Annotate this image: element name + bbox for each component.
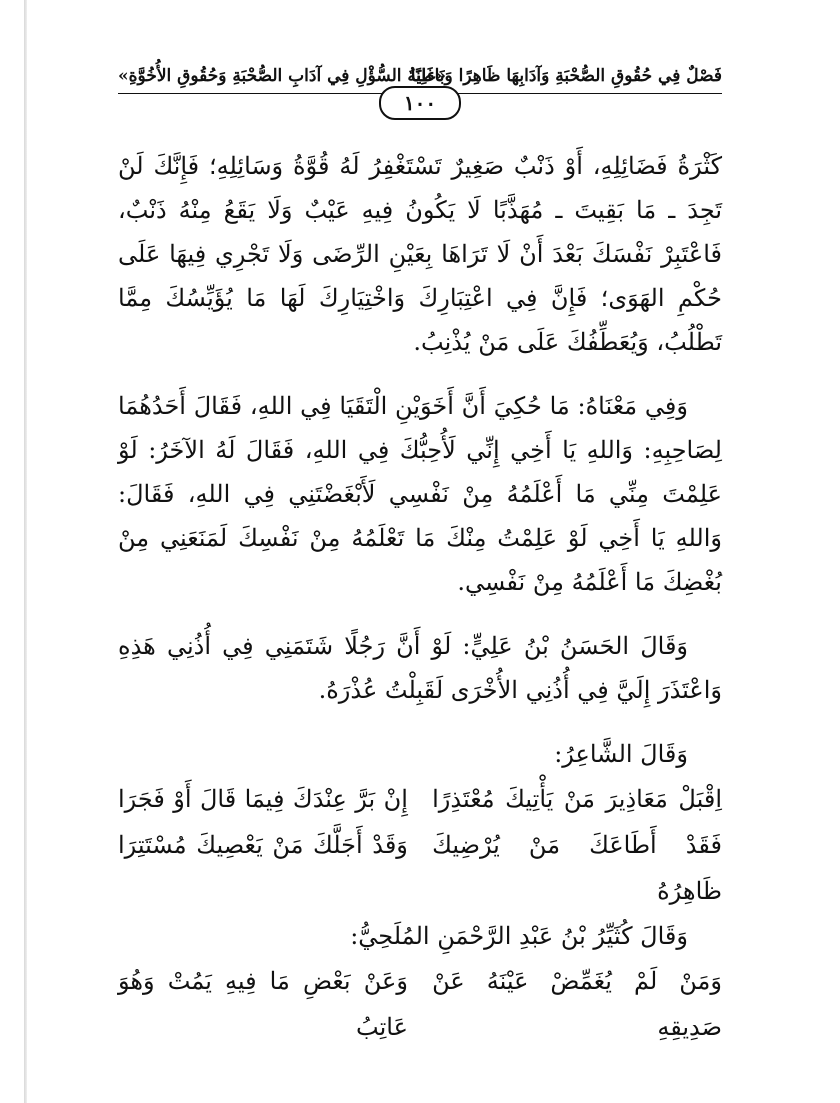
scan-edge [24,0,27,1103]
page-body [118,144,722,1050]
verse-first-hemistich: فَقَدْ أَطَاعَكَ مَنْ يُرْضِيكَ ظَاهِرُهُ [432,831,722,905]
verse-line [118,822,722,914]
verse-second-hemistich: إِنْ بَرَّ عِنْدَكَ فِيمَا قَالَ أَوْ فَجَرَا [118,785,408,813]
paragraph: وَفِي مَعْنَاهُ: مَا حُكِيَ أَنَّ أَخَوَيْنِ الْتَقَيَا فِي اللهِ، فَقَالَ أَحَدُهُمَا لِصَاحِبِهِ: وَاللهِ يَا أَخِي إِنِّي لَأُحِبُّكَ فِي اللهِ، فَقَالَ لَهُ الآخَرُ: لَوْ عَلِمْتَ مِنِّي مَا أَعْلَمُهُ مِنْ نَفْسِي لَأَبْغَضْتَنِي فِي اللهِ، فَقَالَ: وَاللهِ يَا أَخِي لَوْ عَلِمْتُ مِنْكَ مَا تَعْلَمُهُ مِنْ نَفْسِكَ لَمَنَعَنِي مِنْ بُغْضِكَ مَا أَعْلَمُهُ مِنْ نَفْسِي. [118,392,722,596]
poet-intro: وَقَالَ الشَّاعِرُ: [554,740,688,768]
book-title: «غَايَةُ السُّؤْلِ فِي آدَابِ الصُّحْبَةِ وَحُقُوقِ الأُخُوَّةِ» [118,66,446,86]
verse-second-hemistich: وَقَدْ أَجَلَّكَ مَنْ يَعْصِيكَ مُسْتَتِرَا [118,831,408,859]
verse-line [118,776,722,822]
page-number: ١٠٠ [379,86,461,120]
verse-first-hemistich: اِقْبَلْ مَعَاذِيرَ مَنْ يَأْتِيكَ مُعْتَذِرًا [432,785,722,813]
verse-line [118,958,722,1050]
poet-intro: وَقَالَ كُثَيِّرُ بْنُ عَبْدِ الرَّحْمَنِ المُلَحِيُّ: [350,922,688,950]
chapter-title: فَصْلٌ فِي حُقُوقِ الصُّحْبَةِ وَآدَابِهَا ظَاهِرًا وَبَاطِنًا [410,66,722,86]
verse-first-hemistich: وَمَنْ لَمْ يُغَمِّضْ عَيْنَهُ عَنْ صَدِيقِهِ [432,967,722,1041]
paragraph: كَثْرَةُ فَضَائِلِهِ، أَوْ ذَنْبٌ صَغِيرٌ تَسْتَغْفِرُ لَهُ قُوَّةُ وَسَائِلِهِ؛ فَإِنَّكَ لَنْ تَجِدَ ـ مَا بَقِيتَ ـ مُهَذَّبًا لَا يَكُونُ فِيهِ عَيْبٌ وَلَا يَقَعُ مِنْهُ ذَنْبٌ، فَاعْتَبِرْ نَفْسَكَ بَعْدَ أَنْ لَا تَرَاهَا بِعَيْنِ الرِّضَى وَلَا تَجْرِي فِيهَا عَلَى حُكْمِ الهَوَى؛ فَإِنَّ فِي اعْتِبَارِكَ وَاخْتِيَارِكَ لَهَا مَا يُؤَيِّسُكَ مِمَّا تَطْلُبُ، وَيُعَطِّفُكَ عَلَى مَنْ يُذْنِبُ. [118,152,722,356]
paragraph: وَقَالَ الحَسَنُ بْنُ عَلِيٍّ: لَوْ أَنَّ رَجُلًا شَتَمَنِي فِي أُذُنِي هَذِهِ وَاعْتَذَرَ إِلَيَّ فِي أُذُنِي الأُخْرَى لَقَبِلْتُ عُذْرَهُ. [118,632,722,704]
verse-second-hemistich: وَعَنْ بَعْضِ مَا فِيهِ يَمُتْ وَهُوَ عَاتِبُ [118,967,408,1041]
